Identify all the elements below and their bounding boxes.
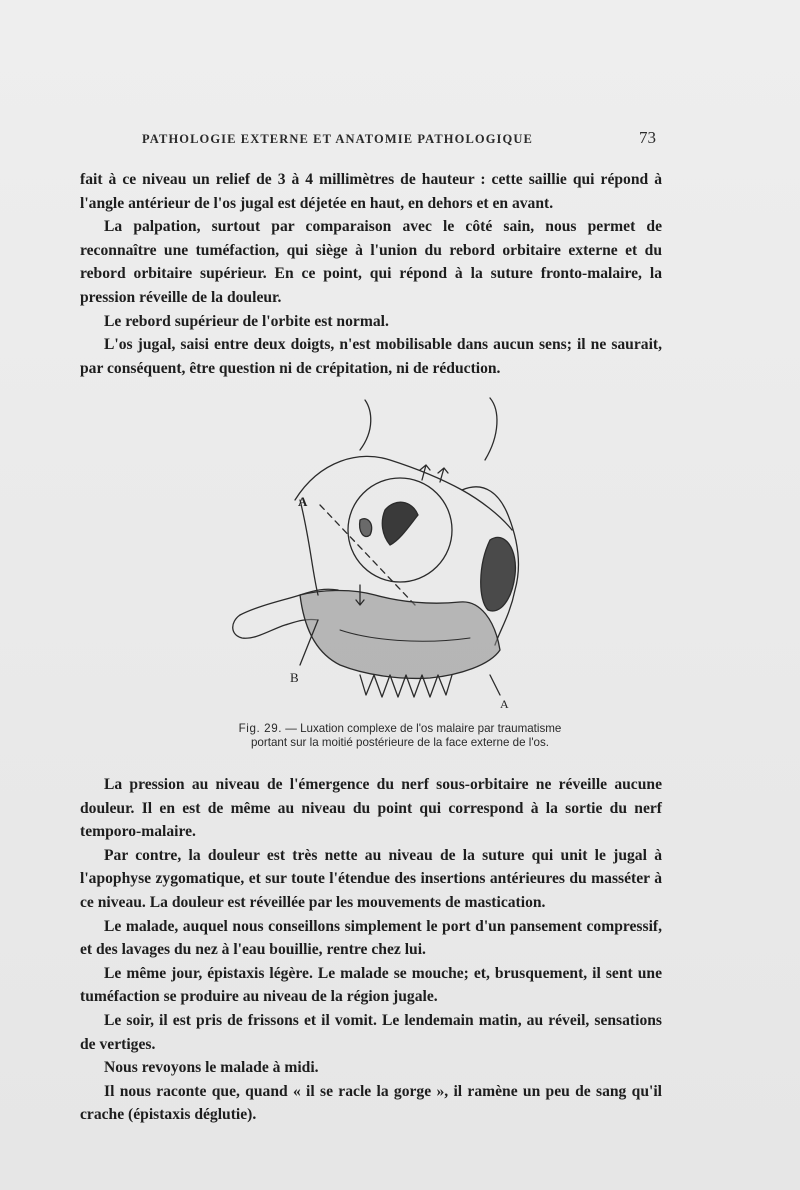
- figure-caption: [120, 722, 680, 750]
- paragraph: La palpation, surtout par comparaison avec le côté sain, nous permet de reconnaître une tuméfaction, qui siège à l'union du rebord orbitaire externe et du rebord orbitaire supérieur. En ce point, qui répond à la suture fronto-malaire, la pression réveille de la douleur.: [80, 218, 662, 306]
- text-block-top: [80, 168, 662, 380]
- paragraph: Le même jour, épistaxis légère. Le malade se mouche; et, brusquement, il sent une tuméfaction se produire au niveau de la région jugale.: [80, 964, 662, 1006]
- caption-line-1: [120, 722, 680, 736]
- paragraph: Le soir, il est pris de frissons et il vomit. Le lendemain matin, au réveil, sensations de vertiges.: [80, 1011, 662, 1053]
- figure-letter-b: B: [290, 670, 299, 685]
- paragraph: fait à ce niveau un relief de 3 à 4 millimètres de hauteur : cette saillie qui répond à l'angle antérieur de l'os jugal est déjetée en haut, en dehors et en avant.: [80, 171, 662, 212]
- paragraph: La pression au niveau de l'émergence du nerf sous-orbitaire ne réveille aucune douleur. Il en est de même au niveau du point qui correspond à la sortie du nerf temporo-malaire.: [80, 776, 662, 841]
- figure-skull-illustration: [200, 390, 600, 720]
- text-block-bottom: [80, 773, 662, 1127]
- running-title: PATHOLOGIE EXTERNE ET ANATOMIE PATHOLOGIQUE: [142, 132, 533, 146]
- paragraph: Le malade, auquel nous conseillons simplement le port d'un pansement compressif, et des lavages du nez à l'eau bouillie, rentre chez lui.: [80, 917, 662, 959]
- page-number: 73: [639, 128, 656, 147]
- skull-drawing: [200, 390, 600, 720]
- caption-label: Fig. 29.: [238, 722, 283, 735]
- caption-text-1: — Luxation complexe de l'os malaire par traumatisme: [282, 722, 562, 735]
- figure-letter-a-top: A: [298, 494, 308, 509]
- figure-letter-a-bottom: A: [500, 697, 509, 711]
- paragraph: Le rebord supérieur de l'orbite est normal.: [104, 312, 389, 330]
- caption-line-2: portant sur la moitié postérieure de la face externe de l'os.: [250, 736, 550, 749]
- paragraph: Nous revoyons le malade à midi.: [104, 1059, 319, 1077]
- paragraph: L'os jugal, saisi entre deux doigts, n'est mobilisable dans aucun sens; il ne saurait, par conséquent, être question ni de crépitation, ni de réduction.: [80, 336, 662, 377]
- running-head: [80, 128, 660, 154]
- paragraph: Par contre, la douleur est très nette au niveau de la suture qui unit le jugal à l'apophyse zygomatique, et sur toute l'étendue des insertions antérieures du masséter à ce niveau. La douleur est réveillée par les mouvements de mastication.: [80, 846, 662, 911]
- paragraph: Il nous raconte que, quand « il se racle la gorge », il ramène un peu de sang qu'il crache (épistaxis déglutie).: [80, 1082, 662, 1124]
